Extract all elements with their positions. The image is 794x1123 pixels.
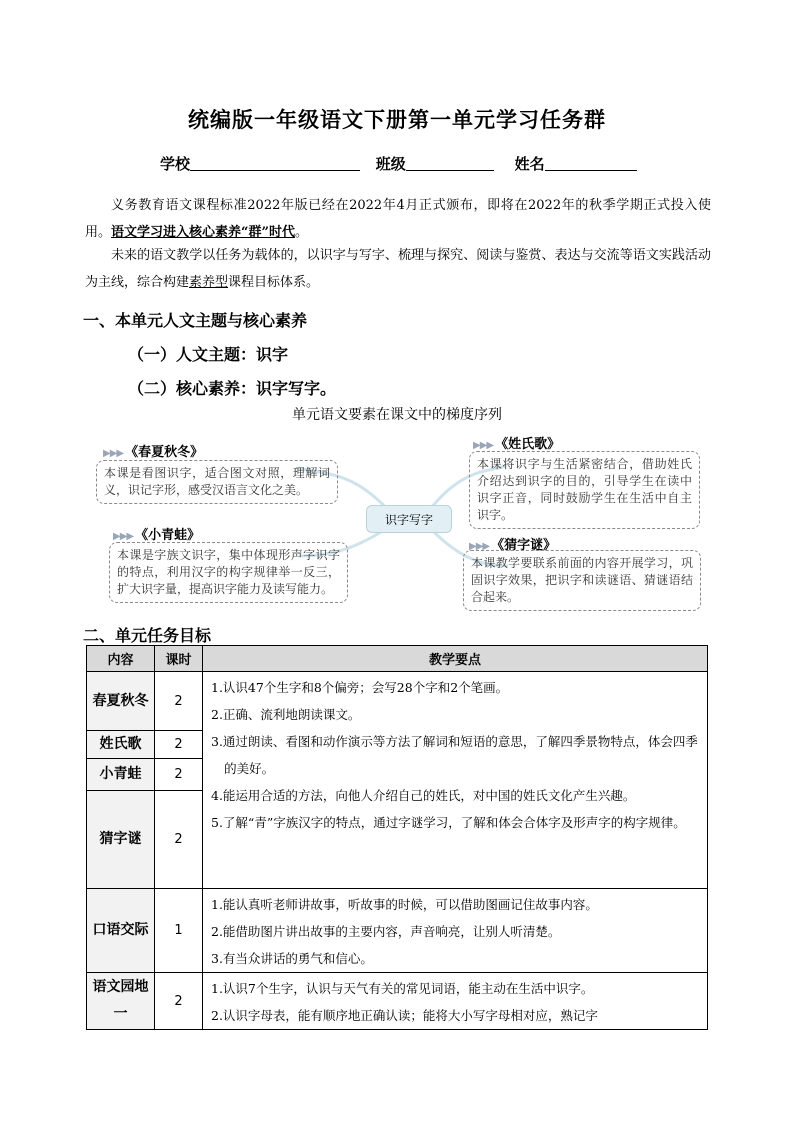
point-item: 1.认识47个生字和8个偏旁；会写28个字和2个笔画。 <box>211 680 509 695</box>
lesson-name: 语文园地一 <box>87 973 155 1030</box>
lesson-points-group-3 <box>203 973 708 1030</box>
intro-paragraph-1 <box>85 192 711 246</box>
arrows-icon: ▶▶▶ <box>469 541 490 552</box>
node-box-xingshige: 本课将识字与生活紧密结合，借助姓氏介绍达到识字的目的，引导学生在读中识字正音，同时鼓励学生在生活中自主识字。 <box>469 451 700 529</box>
class-label: 班级 <box>375 155 406 173</box>
lesson-name: 口语交际 <box>87 889 155 973</box>
lesson-hours: 2 <box>155 791 203 889</box>
node-box-caizimi: 本课教学要联系前面的内容开展学习，巩固识字效果，把识字和读谜语、猜谜语结合起来。 <box>463 550 701 611</box>
node-title-xiaoqingwa: 《小青蛙》 <box>135 528 201 543</box>
lesson-points-group-2 <box>203 889 708 973</box>
node-head-xiaoqingwa <box>113 524 200 543</box>
point-item: 1.能认真听老师讲故事，听故事的时候，可以借助图画记住故事内容。 <box>211 897 598 912</box>
info-line <box>160 153 637 174</box>
table-header-hours: 课时 <box>155 646 203 672</box>
class-blank[interactable] <box>406 155 494 171</box>
intro-p1-end: 。 <box>294 225 308 240</box>
node-title-xingshige: 《姓氏歌》 <box>495 437 561 452</box>
intro-paragraph-2 <box>85 242 711 296</box>
intro-p2-underline: 素养型 <box>189 275 229 290</box>
table-row <box>87 973 708 1030</box>
lesson-hours: 2 <box>155 731 203 759</box>
node-box-xiaoqingwa: 本课是字族文识字，集中体现形声字识字的特点，利用汉字的构字规律举一反三，扩大识字量，提高识字能力及读写能力。 <box>109 542 348 603</box>
point-item: 2.能借助图片讲出故事的主要内容，声音响亮，让别人听清楚。 <box>211 924 561 939</box>
node-title-caizimi: 《猜字谜》 <box>491 538 557 553</box>
node-title-chunxia: 《春夏秋冬》 <box>125 445 204 460</box>
point-item: 1.认识7个生字，认识与天气有关的常见词语，能主动在生活中识字。 <box>211 981 594 996</box>
point-item: 3.有当众讲话的勇气和信心。 <box>211 951 373 966</box>
lesson-points-group-1 <box>203 672 708 889</box>
section1-sub2: （二）核心素养：识字写字。 <box>128 379 337 398</box>
mindmap-center-node: 识字写字 <box>366 505 452 533</box>
point-item: 2.正确、流利地朗读课文。 <box>211 707 361 722</box>
table-header-points: 教学要点 <box>203 646 708 672</box>
lesson-hours: 2 <box>155 672 203 731</box>
point-item: 3.通过朗读、看图和动作演示等方法了解词和短语的意思，了解四季景物特点，体会四季的美好。 <box>211 734 698 776</box>
node-head-xingshige <box>473 433 560 452</box>
lesson-name: 姓氏歌 <box>87 731 155 759</box>
node-box-chunxia: 本课是看图识字，适合图文对照，理解词义，识记字形，感受汉语言文化之美。 <box>96 460 338 504</box>
name-blank[interactable] <box>545 155 637 171</box>
page-title: 统编版一年级语文下册第一单元学习任务群 <box>188 108 606 132</box>
section1-sub1: （一）人文主题：识字 <box>128 345 289 364</box>
school-blank[interactable] <box>190 155 360 171</box>
arrows-icon: ▶▶▶ <box>473 440 494 451</box>
table-header-row <box>87 646 708 672</box>
diagram-title: 单元语文要素在课文中的梯度序列 <box>292 407 502 423</box>
section1-heading: 一、本单元人文主题与核心素养 <box>83 311 308 330</box>
lesson-hours: 2 <box>155 759 203 791</box>
intro-p2-start: 未来的语文教学以任务为载体的，以识字与写字、梳理与探究、阅读与鉴赏、表达与交流等语文实践活动为主线，综合构建 <box>85 248 711 290</box>
name-label: 姓名 <box>514 155 545 173</box>
lesson-name: 猜字谜 <box>87 791 155 889</box>
intro-p1-emphasis: 语文学习进入核心素养“群”时代 <box>111 225 295 240</box>
node-head-chunxia <box>103 441 203 460</box>
lesson-name: 春夏秋冬 <box>87 672 155 731</box>
arrows-icon: ▶▶▶ <box>103 448 124 459</box>
point-item: 4.能运用合适的方法，向他人介绍自己的姓氏，对中国的姓氏文化产生兴趣。 <box>211 788 636 803</box>
intro-p2-end: 课程目标体系。 <box>228 275 320 290</box>
table-header-content: 内容 <box>87 646 155 672</box>
task-table <box>86 645 708 1030</box>
school-label: 学校 <box>160 155 191 173</box>
lesson-hours: 1 <box>155 889 203 973</box>
point-item: 5.了解“青”字族汉字的特点，通过字谜学习，了解和体会合体字及形声字的构字规律。 <box>211 815 686 830</box>
lesson-hours: 2 <box>155 973 203 1030</box>
table-row <box>87 672 708 731</box>
arrows-icon: ▶▶▶ <box>113 531 134 542</box>
point-item: 2.认识字母表，能有顺序地正确认读；能将大小写字母相对应，熟记字 <box>211 1008 598 1023</box>
table-row <box>87 889 708 973</box>
section2-heading: 二、单元任务目标 <box>83 626 212 645</box>
intro-p1-text: 义务教育语文课程标准2022年版已经在2022年4月正式颁布，即将在2022年的秋季学期正式投入使用。 <box>85 198 711 240</box>
lesson-name: 小青蛙 <box>87 759 155 791</box>
